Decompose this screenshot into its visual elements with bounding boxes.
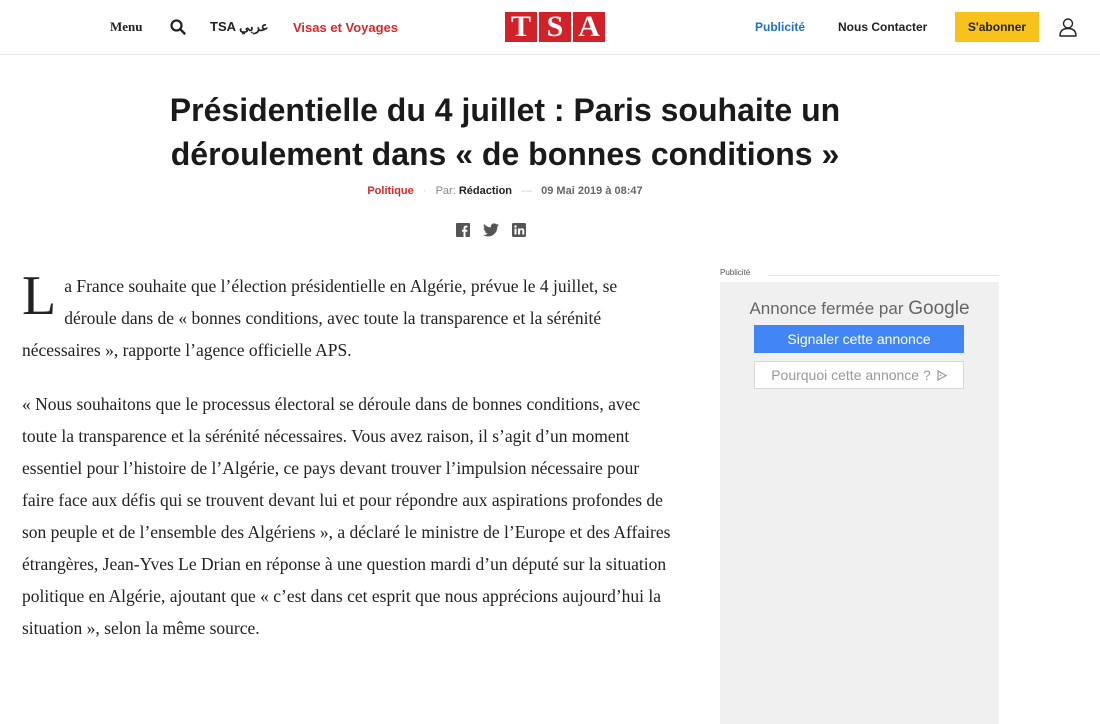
- logo-letter: A: [573, 12, 605, 42]
- why-this-ad-label: Pourquoi cette annonce ?: [771, 367, 931, 383]
- visas-voyages-link[interactable]: Visas et Voyages: [293, 19, 399, 35]
- article-body: [22, 265, 674, 666]
- article-title: Présidentielle du 4 juillet : Paris souhaite un déroulement dans « de bonnes conditions »: [169, 92, 841, 172]
- tsa-logo[interactable]: [505, 12, 605, 42]
- why-this-ad-button[interactable]: [754, 361, 964, 389]
- meta-separator: —: [521, 185, 533, 197]
- ad-divider: [768, 275, 999, 276]
- article-paragraph: [22, 265, 674, 366]
- share-bar: [455, 222, 527, 238]
- logo-letter: T: [505, 12, 537, 42]
- article-paragraph: « Nous souhaitons que le processus électoral se déroule dans de bonnes conditions, avec toute la transparence et la sérénité nécessaires. Vous avez raison, il s’agit d’un moment essentiel pour l’histoire de l’Algérie, ce pays devant trouver l’impulsion nécessaire pour faire face aux défis qui se trouvent devant lui et pour répondre aux aspirations profondes de son peuple et de l’ensemble des Algériens », a déclaré le ministre de l’Europe et des Affaires étrangères, Jean-Yves Le Drian en réponse à une question mardi d’un député sur la situation politique en Algérie, ajoutant que « c’est dans cet esprit que nous apprécions aujourd’hui la situation », selon la même source.: [22, 394, 671, 638]
- author-name[interactable]: Rédaction: [458, 185, 513, 197]
- contact-link[interactable]: Nous Contacter: [838, 20, 928, 34]
- category-link[interactable]: Politique: [367, 185, 414, 197]
- publish-date: 09 Mai 2019 à 08:47: [541, 185, 643, 197]
- google-wordmark: Google: [908, 298, 970, 319]
- user-icon[interactable]: [1058, 0, 1080, 54]
- adchoices-icon: [937, 370, 947, 381]
- ad-closed-message: [720, 298, 999, 320]
- logo-letter: S: [539, 12, 571, 42]
- article-meta: [0, 185, 1010, 197]
- linkedin-icon[interactable]: [511, 222, 527, 238]
- ad-label: Publicité: [720, 268, 751, 277]
- facebook-icon[interactable]: [455, 222, 471, 238]
- subscribe-button[interactable]: S'abonner: [955, 12, 1039, 42]
- twitter-icon[interactable]: [483, 222, 499, 238]
- by-label: Par:: [435, 185, 456, 197]
- search-icon[interactable]: [170, 0, 188, 54]
- drop-cap: L: [22, 265, 57, 327]
- tsa-arabic-link[interactable]: TSA عربي: [210, 19, 269, 34]
- paragraph-text: a France souhaite que l’élection présidentielle en Algérie, prévue le 4 juillet, se déroule dans de « bonnes conditions, avec toute la transparence et la sérénité nécessaires », rapporte l’agence officielle APS.: [22, 276, 618, 360]
- top-navigation-bar: [0, 0, 1100, 55]
- menu-button[interactable]: Menu: [110, 19, 143, 34]
- publicite-link[interactable]: Publicité: [755, 20, 806, 34]
- report-ad-button[interactable]: Signaler cette annonce: [754, 325, 964, 353]
- meta-separator: ·: [422, 185, 427, 197]
- ad-closed-text: Annonce fermée par: [749, 299, 904, 318]
- ad-slot: [720, 282, 999, 724]
